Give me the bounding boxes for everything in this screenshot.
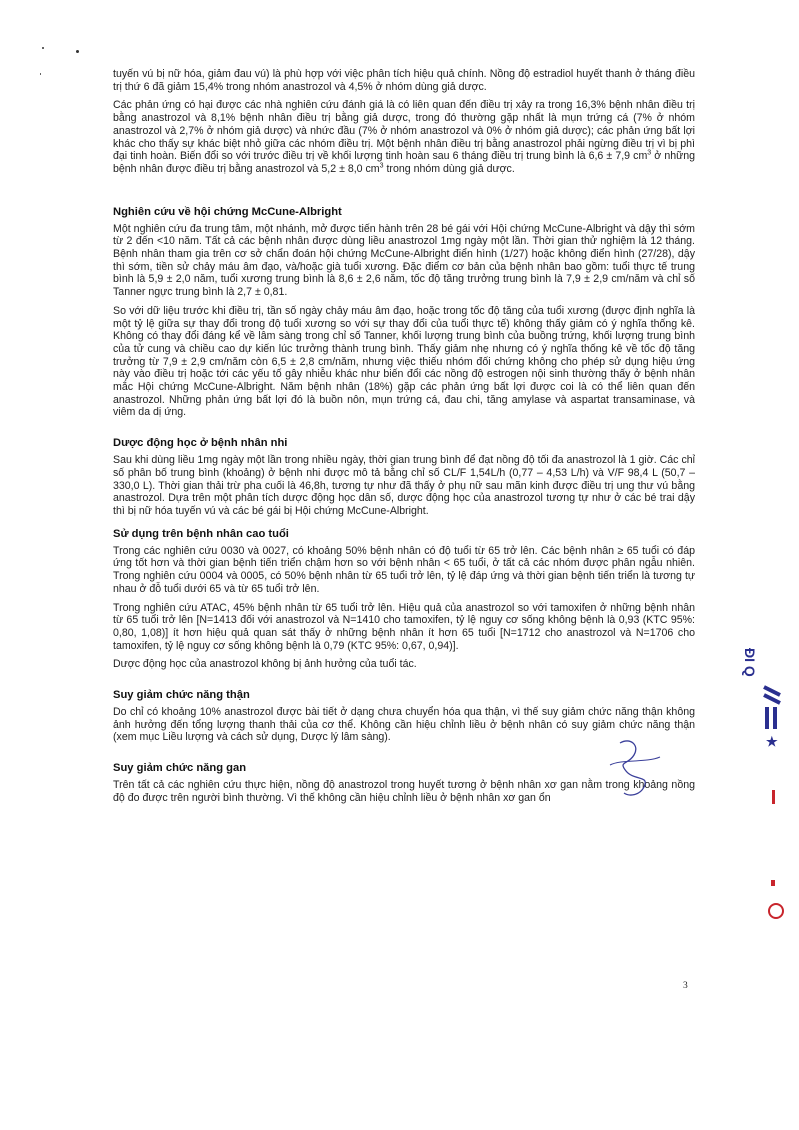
stamp-fragment-top: ĐI Q: [742, 648, 758, 677]
section-heading-renal: Suy giảm chức năng thận: [113, 689, 250, 702]
stamp-red-mark: [768, 903, 784, 919]
page-number: 3: [683, 981, 688, 991]
intro-text-c: trong nhóm dùng giả dược.: [383, 162, 515, 175]
hepatic-paragraph: Trên tất cả các nghiên cứu thực hiện, nồng độ anastrozol trong huyết tương ở bệnh nhân xơ gan nằm trong khoảng nồng độ đo được trên người bình thường. Vì thế không cần hiệu chỉnh liều ở bệnh nhân xơ gan ổn: [113, 779, 695, 804]
section-heading-pk-children: Dược động học ở bệnh nhân nhi: [113, 437, 288, 450]
document-body: [113, 68, 695, 811]
stamp-red-mark: [771, 880, 775, 886]
mccune-paragraph-1: Một nghiên cứu đa trung tâm, một nhánh, mở được tiến hành trên 28 bé gái với Hội chứng McCune-Albright và dậy thì sớm từ 2 đến <10 năm. Tất cả các bệnh nhân được dùng liều anastrozol 1mg ngày một lần. Thời gian thử nghiệm là 12 tháng. Bệnh nhân tham gia trên cơ sở chẩn đoán hội chứng McCune-Albright điển hình (1/27) hoặc không điển hình (27/28), dậy thì sớm, tiền sử chảy máu âm đạo, và/hoặc già tuổi xương. Đặc điểm cơ bản của bệnh nhân bao gồm: tuổi thực tế trung bình là 5,9 ± 2,0 năm, tuổi xương trung bình là 8,6 ± 2,6 năm, tốc độ tăng trưởng trung bình là 7,9 ± 2,9 cm/năm và chỉ số Tanner ngực trung bình là 2,7 ± 0,81.: [113, 222, 695, 299]
intro-text-a: Các phản ứng có hại được các nhà nghiên cứu đánh giá là có liên quan đến điều trị xảy ra trong 16,3% bệnh nhân điều trị bằng anastrozol và 8,1% bệnh nhân điều trị bằng giả dược, trong đó thường gặp nhất là mụn trứng cá (7% ở nhóm anastrozol và 2,7% ở nhóm giả dược) và nhức đầu (7% ở nhóm anastrozol và 0% ở nhóm giả dược); các phản ứng bất lợi khác cho thấy sự khác biệt nhỏ giữa các nhóm điều trị. Một bệnh nhân điều trị bằng anastrozol phải ngừng điều trị vì bị phì đại tinh hoàn. Biến đổi so với trước điều trị về khối lượng tinh hoàn sau 6 tháng điều trị trung bình là 6,6 ± 7,9 cm: [113, 99, 695, 163]
mccune-paragraph-2: So với dữ liệu trước khi điều trị, tần số ngày chảy máu âm đạo, hoặc trong tốc độ tăng của tuổi xương (được định nghĩa là một tỷ lệ giữa sự thay đổi trong độ tuổi xương so với sự thay đổi của tuổi thực tế) không thấy giảm có ý nghĩa thống kê. Không có thay đổi đáng kể về lâm sàng trong chỉ số Tanner, khối lượng trung bình của buồng trứng, khối lượng trung bình của tử cung và chiều cao dự kiến lúc trưởng thành trung bình. Thấy giảm nhẹ nhưng có ý nghĩa thống kê về tốc độ tăng trưởng từ 7,9 ± 2,9 cm/năm còn 6,5 ± 2,8 cm/năm, nhưng việc thiếu nhóm đối chứng không cho phép sử dụng hiệu ứng này vào điều trị hoặc tới các yếu tố gây nhiễu khác như biến đổi các nồng độ estrogen nội sinh thường thấy ở bệnh nhân mắc Hội chứng McCune-Albright. Năm bệnh nhân (18%) gặp các phản ứng bất lợi được coi là có thể liên quan đến anastrozol. Những phản ứng bất lợi đó là buồn nôn, mụn trứng cá, đau chi, tăng amylase và aspartat transaminase, và viêm da dị ứng.: [113, 304, 695, 419]
intro-text-b: ở những bệnh nhân được điều trị bằng anastrozol và 5,2 ± 8,0 cm: [113, 150, 695, 175]
scan-speck: [40, 73, 41, 75]
stamp-star-icon: ★: [766, 734, 778, 749]
elderly-paragraph-1: Trong các nghiên cứu 0030 và 0027, có khoảng 50% bệnh nhân có độ tuổi từ 65 trở lên. Các bệnh nhân ≥ 65 tuổi có đáp ứng tốt hơn và thời gian bệnh tiến triển chậm hơn so với bệnh nhân < 65 tuổi, ở tất cả các nhóm được phân ngẫu nhiên. Trong nghiên cứu 0004 và 0005, có 50% bệnh nhân từ 65 tuổi trở lên, tỷ lệ đáp ứng và thời gian bệnh tiến triển là tương tự nhau ở đỗ tuổi dưới 65 và từ 65 tuổi trở lên.: [113, 544, 695, 595]
elderly-paragraph-3: Dược động học của anastrozol không bị ảnh hưởng của tuổi tác.: [113, 658, 417, 671]
scan-speck: [76, 50, 79, 53]
cubic-superscript: 3: [647, 149, 652, 157]
section-heading-mccune: Nghiên cứu về hội chứng McCune-Albright: [113, 205, 342, 218]
intro-paragraph-2: [113, 99, 695, 175]
signature-scribble: [600, 735, 680, 805]
renal-paragraph: Do chỉ có khoảng 10% anastrozol được bài tiết ở dạng chưa chuyển hóa qua thận, vì thế suy giảm chức năng thận không ảnh hưởng đến tổng lượng thanh thải của cơ thể. Không cần hiệu chỉnh liều ở bệnh nhân có suy giảm chức năng thận (xem mục Liều lượng và cách sử dụng, Dược lý lâm sàng).: [113, 706, 695, 744]
stamp-stripes-icon: [760, 685, 786, 731]
elderly-paragraph-2: Trong nghiên cứu ATAC, 45% bệnh nhân từ 65 tuổi trở lên. Hiệu quả của anastrozol so với tamoxifen ở những bệnh nhân từ 65 tuổi trở lên [N=1413 đối với anastrozol và N=1410 cho tamoxifen, tỷ lệ nguy cơ sống không bệnh là 0,93 (KTC 95%: 0,80, 1,08)] ít hơn hiệu quả quan sát thấy ở những bệnh nhân ít hơn 65 tuổi [N=1712 cho anastrozol và N=1706 cho tamoxifen, tỷ lệ nguy cơ sống không bệnh là 0,79 (KTC 95%: 0,67, 0,94)].: [113, 601, 695, 652]
section-heading-elderly: Sử dụng trên bệnh nhân cao tuổi: [113, 527, 289, 540]
cubic-superscript: 3: [379, 162, 384, 170]
pk-children-paragraph: Sau khi dùng liều 1mg ngày một lần trong nhiều ngày, thời gian trung bình để đạt nồng độ tối đa anastrozol là 1 giờ. Các chỉ số phân bố trung bình (khoảng) ở bệnh nhi được mô tả bằng chỉ số CL/F 1,54L/h (0,77 – 4,53 L/h) và V/F 98,4 L (50,7 – 330,0 L). Thời gian thải trừ pha cuối là 46,8h, tương tự như đã thấy ở phụ nữ sau mãn kinh được điều trị ung thư vú bằng anastrozol. Dựa trên một phân tích dược động học dân số, dược động học của anastrozol tương tự như ở các bé trai dậy thì bị nữ hóa tuyến vú và các bé gái bị Hội chứng McCune-Albright.: [113, 454, 695, 517]
scan-speck: [42, 47, 44, 49]
intro-paragraph-1: tuyến vú bị nữ hóa, giảm đau vú) là phù hợp với việc phân tích hiệu quả chính. Nồng độ estradiol huyết thanh ở tháng điều trị thứ 6 đã giảm 15,4% trong nhóm anastrozol và 4,5% ở nhóm dùng giả dược.: [113, 68, 695, 93]
stamp-red-mark: [772, 790, 775, 804]
section-heading-hepatic: Suy giảm chức năng gan: [113, 762, 247, 775]
